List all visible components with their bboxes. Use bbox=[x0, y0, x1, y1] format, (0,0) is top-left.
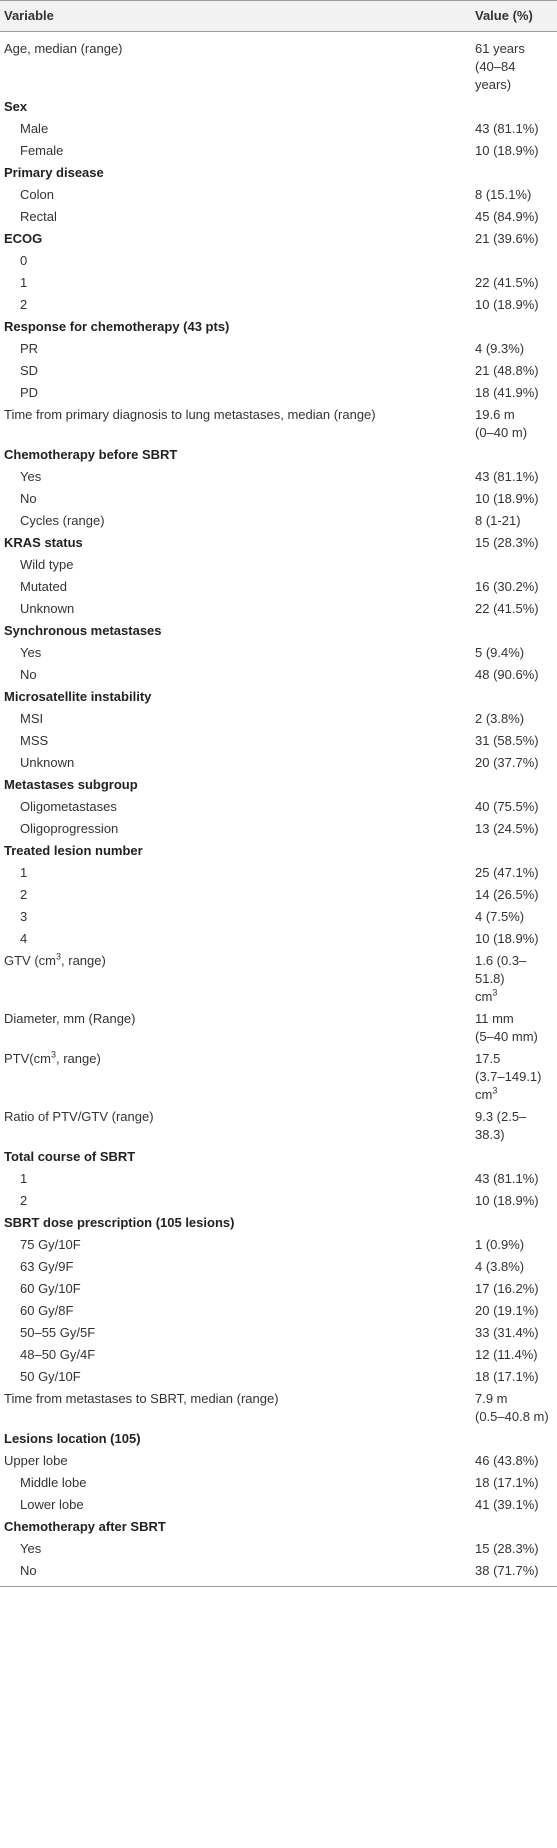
table-row bbox=[0, 1106, 557, 1146]
value-cell: 9.3 (2.5–38.3) bbox=[475, 1109, 527, 1142]
variable-label: PR bbox=[20, 341, 39, 356]
value-column-header: Value (%) bbox=[472, 1, 557, 32]
table-row bbox=[0, 184, 557, 206]
table-row bbox=[0, 796, 557, 818]
table-row bbox=[0, 1366, 557, 1388]
table-row bbox=[0, 554, 557, 576]
section-label: Treated lesion number bbox=[4, 843, 143, 858]
section-label: Primary disease bbox=[4, 165, 104, 180]
table-header-row bbox=[0, 1, 557, 32]
value-cell: 17.5 (3.7–149.1) $cm^3$ bbox=[475, 1051, 542, 1102]
variable-label: 75 Gy/10F bbox=[20, 1237, 81, 1252]
value-cell: 1 (0.9%) bbox=[475, 1237, 525, 1252]
table-row bbox=[0, 1472, 557, 1494]
section-row bbox=[0, 1212, 557, 1234]
value-cell: 13 (24.5%) bbox=[475, 821, 539, 836]
variable-label: Lower lobe bbox=[20, 1497, 84, 1512]
section-row bbox=[0, 774, 557, 796]
value-cell: 4 (9.3%) bbox=[475, 341, 525, 356]
table-body bbox=[0, 32, 557, 1587]
value-cell: 18 (17.1%) bbox=[475, 1475, 539, 1490]
value-cell bbox=[472, 162, 557, 184]
table-row bbox=[0, 598, 557, 620]
table-row bbox=[0, 404, 557, 444]
value-cell: 18 (17.1%) bbox=[475, 1369, 539, 1384]
value-cell: 10 (18.9%) bbox=[475, 931, 539, 946]
variable-label: Unknown bbox=[20, 755, 75, 770]
value-cell: 22 (41.5%) bbox=[475, 275, 539, 290]
section-label: KRAS status bbox=[4, 535, 83, 550]
table-row bbox=[0, 382, 557, 404]
value-cell: 4 (7.5%) bbox=[475, 909, 525, 924]
table-row bbox=[0, 1388, 557, 1428]
section-row bbox=[0, 686, 557, 708]
value-cell: 16 (30.2%) bbox=[475, 579, 539, 594]
value-cell: 18 (41.9%) bbox=[475, 385, 539, 400]
variable-label: 1 bbox=[20, 275, 28, 290]
section-row bbox=[0, 1516, 557, 1538]
variable-label: 60 Gy/8F bbox=[20, 1303, 74, 1318]
table-row bbox=[0, 1234, 557, 1256]
table-row bbox=[0, 1300, 557, 1322]
value-cell: 40 (75.5%) bbox=[475, 799, 539, 814]
table-row bbox=[0, 206, 557, 228]
value-cell: 10 (18.9%) bbox=[475, 491, 539, 506]
table-row bbox=[0, 510, 557, 532]
variable-label: Diameter, mm (Range) bbox=[4, 1011, 136, 1026]
section-label: Total course of SBRT bbox=[4, 1149, 136, 1164]
value-cell bbox=[472, 1146, 557, 1168]
value-cell bbox=[472, 686, 557, 708]
value-cell: 15 (28.3%) bbox=[475, 535, 539, 550]
table-row bbox=[0, 884, 557, 906]
variable-label: 2 bbox=[20, 297, 28, 312]
variable-label: Male bbox=[20, 121, 49, 136]
variable-label: No bbox=[20, 667, 37, 682]
table-row bbox=[0, 752, 557, 774]
value-cell: 38 (71.7%) bbox=[472, 1560, 557, 1587]
table-row bbox=[0, 576, 557, 598]
value-cell: 33 (31.4%) bbox=[475, 1325, 539, 1340]
value-cell: 48 (90.6%) bbox=[475, 667, 539, 682]
table-row bbox=[0, 1168, 557, 1190]
value-cell: 5 (9.4%) bbox=[475, 645, 525, 660]
value-cell: 14 (26.5%) bbox=[475, 887, 539, 902]
table-row bbox=[0, 664, 557, 686]
table-row bbox=[0, 118, 557, 140]
value-cell: 4 (3.8%) bbox=[475, 1259, 525, 1274]
value-cell: 46 (43.8%) bbox=[475, 1453, 539, 1468]
value-cell bbox=[472, 1516, 557, 1538]
value-cell bbox=[472, 620, 557, 642]
table-row bbox=[0, 32, 557, 97]
value-cell: 45 (84.9%) bbox=[475, 209, 539, 224]
table-row bbox=[0, 1256, 557, 1278]
value-cell: 10 (18.9%) bbox=[475, 1193, 539, 1208]
value-cell: 43 (81.1%) bbox=[475, 1171, 539, 1186]
table-row bbox=[0, 818, 557, 840]
variable-label: 63 Gy/9F bbox=[20, 1259, 74, 1274]
table-row bbox=[0, 1322, 557, 1344]
variable-label: Cycles (range) bbox=[20, 513, 105, 528]
variable-label: Age, median (range) bbox=[4, 41, 123, 56]
value-cell: 12 (11.4%) bbox=[475, 1347, 538, 1362]
variable-label: Oligometastases bbox=[20, 799, 117, 814]
table-row bbox=[0, 360, 557, 382]
value-cell: 21 (39.6%) bbox=[475, 231, 539, 246]
value-cell: 2 (3.8%) bbox=[475, 711, 525, 726]
value-cell: 10 (18.9%) bbox=[475, 297, 539, 312]
variable-label: Yes bbox=[20, 469, 42, 484]
table-row bbox=[0, 466, 557, 488]
table-row bbox=[0, 272, 557, 294]
section-row bbox=[0, 162, 557, 184]
section-label: Sex bbox=[4, 99, 28, 114]
variable-label: Oligoprogression bbox=[20, 821, 119, 836]
value-cell: 11 mm (5–40 mm) bbox=[475, 1011, 538, 1044]
section-label: Synchronous metastases bbox=[4, 623, 162, 638]
variable-label: No bbox=[0, 1560, 472, 1587]
table-row bbox=[0, 1278, 557, 1300]
variable-label: MSI bbox=[20, 711, 44, 726]
variable-label: 60 Gy/10F bbox=[20, 1281, 81, 1296]
section-row bbox=[0, 444, 557, 466]
variable-label: 50–55 Gy/5F bbox=[20, 1325, 96, 1340]
table-row bbox=[0, 1190, 557, 1212]
variable-label: PD bbox=[20, 385, 39, 400]
table-row bbox=[0, 950, 557, 1008]
value-cell: 41 (39.1%) bbox=[475, 1497, 539, 1512]
table-row bbox=[0, 1450, 557, 1472]
variable-label: 1 bbox=[20, 1171, 28, 1186]
value-cell: 31 (58.5%) bbox=[475, 733, 539, 748]
value-cell: 8 (1-21) bbox=[475, 513, 521, 528]
section-row bbox=[0, 1146, 557, 1168]
variable-label: 2 bbox=[20, 887, 28, 902]
variable-label: Middle lobe bbox=[20, 1475, 87, 1490]
value-cell: 61 years (40–84 years) bbox=[475, 41, 525, 92]
variable-label: Time from metastases to SBRT, median (range) bbox=[4, 1391, 279, 1406]
variable-label: $PTV(cm^3$, range) bbox=[4, 1049, 101, 1066]
variable-label: SD bbox=[20, 363, 39, 378]
section-label: ECOG bbox=[4, 231, 43, 246]
table-row bbox=[0, 1560, 557, 1587]
section-label: Microsatellite instability bbox=[4, 689, 152, 704]
section-label: Response for chemotherapy (43 pts) bbox=[4, 319, 230, 334]
section-row bbox=[0, 840, 557, 862]
value-cell: 19.6 m (0–40 m) bbox=[475, 407, 528, 440]
table-row bbox=[0, 1344, 557, 1366]
table-row bbox=[0, 294, 557, 316]
table-row bbox=[0, 338, 557, 360]
variable-label: 1 bbox=[20, 865, 28, 880]
section-row bbox=[0, 96, 557, 118]
value-cell: 8 (15.1%) bbox=[475, 187, 532, 202]
section-label: Chemotherapy after SBRT bbox=[4, 1519, 166, 1534]
variable-label: Mutated bbox=[20, 579, 67, 594]
value-cell bbox=[472, 1428, 557, 1450]
value-cell bbox=[472, 444, 557, 466]
table-row bbox=[0, 862, 557, 884]
value-cell bbox=[472, 96, 557, 118]
table-row bbox=[0, 1538, 557, 1560]
value-cell: 20 (19.1%) bbox=[475, 1303, 539, 1318]
table-row bbox=[0, 928, 557, 950]
variable-label: Yes bbox=[20, 645, 42, 660]
table-row bbox=[0, 730, 557, 752]
value-cell: 1.6 (0.3–51.8) $cm^3$ bbox=[475, 953, 527, 1004]
section-row bbox=[0, 1428, 557, 1450]
value-cell: 15 (28.3%) bbox=[475, 1541, 539, 1556]
section-row bbox=[0, 532, 557, 554]
variable-column-header: Variable bbox=[0, 1, 472, 32]
variable-label: Unknown bbox=[20, 601, 75, 616]
value-cell: 22 (41.5%) bbox=[475, 601, 539, 616]
variable-label: Female bbox=[20, 143, 64, 158]
section-row bbox=[0, 228, 557, 250]
table-row bbox=[0, 250, 557, 272]
variable-label: Rectal bbox=[20, 209, 57, 224]
table-row bbox=[0, 642, 557, 664]
value-cell: 25 (47.1%) bbox=[475, 865, 539, 880]
section-row bbox=[0, 620, 557, 642]
value-cell: 20 (37.7%) bbox=[475, 755, 539, 770]
section-label: SBRT dose prescription (105 lesions) bbox=[4, 1215, 235, 1230]
table-row bbox=[0, 140, 557, 162]
variable-label: 48–50 Gy/4F bbox=[20, 1347, 96, 1362]
variable-label: Upper lobe bbox=[4, 1453, 68, 1468]
value-cell bbox=[472, 554, 557, 576]
value-cell: 21 (48.8%) bbox=[475, 363, 539, 378]
variable-label: MSS bbox=[20, 733, 49, 748]
variable-label: 3 bbox=[20, 909, 28, 924]
variable-label: Colon bbox=[20, 187, 54, 202]
variable-label: Yes bbox=[20, 1541, 42, 1556]
value-cell bbox=[472, 840, 557, 862]
value-cell: 7.9 m (0.5–40.8 m) bbox=[475, 1391, 549, 1424]
variable-label: 4 bbox=[20, 931, 28, 946]
section-label: Lesions location (105) bbox=[4, 1431, 141, 1446]
value-cell bbox=[472, 1212, 557, 1234]
table-row bbox=[0, 1008, 557, 1048]
value-cell: 17 (16.2%) bbox=[475, 1281, 539, 1296]
value-cell bbox=[472, 250, 557, 272]
variable-label: 0 bbox=[20, 253, 28, 268]
variable-label: 2 bbox=[20, 1193, 28, 1208]
value-cell: 43 (81.1%) bbox=[475, 469, 539, 484]
table-row bbox=[0, 488, 557, 510]
value-cell bbox=[472, 774, 557, 796]
table-row bbox=[0, 1494, 557, 1516]
variable-label: 50 Gy/10F bbox=[20, 1369, 81, 1384]
table-row bbox=[0, 1048, 557, 1106]
section-label: Chemotherapy before SBRT bbox=[4, 447, 178, 462]
variable-label: Time from primary diagnosis to lung metastases, median (range) bbox=[4, 407, 376, 422]
variable-label: Wild type bbox=[20, 557, 74, 572]
variable-label: No bbox=[20, 491, 37, 506]
value-cell: 10 (18.9%) bbox=[475, 143, 539, 158]
variable-label: Ratio of PTV/GTV (range) bbox=[4, 1109, 154, 1124]
table-row bbox=[0, 906, 557, 928]
section-row bbox=[0, 316, 557, 338]
section-label: Metastases subgroup bbox=[4, 777, 138, 792]
value-cell bbox=[472, 316, 557, 338]
table-row bbox=[0, 708, 557, 730]
value-cell: 43 (81.1%) bbox=[475, 121, 539, 136]
variable-label: GTV ($cm^3$, range) bbox=[4, 951, 106, 968]
